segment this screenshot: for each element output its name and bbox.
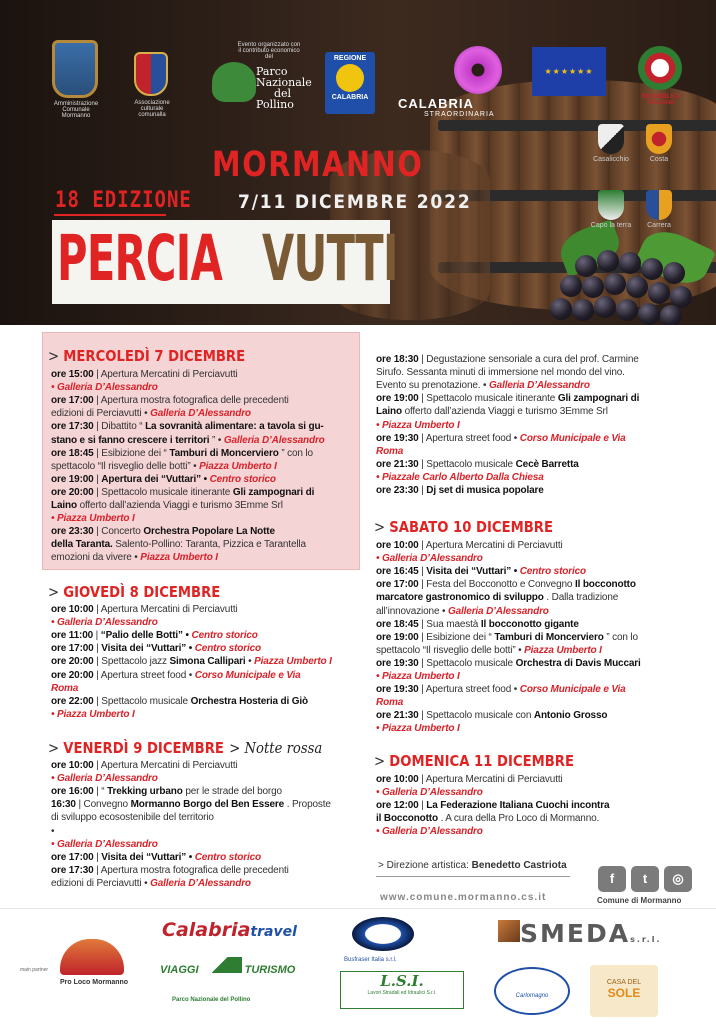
schedule-line: • Piazza Umberto I bbox=[376, 723, 460, 735]
schedule-line: ore 16:45 | Visita dei “Vuttari” • Centro storico bbox=[376, 566, 586, 578]
association-label: Associazione culturale comunalla bbox=[134, 100, 170, 118]
schedule-line: • Galleria D’Alessandro bbox=[376, 826, 483, 838]
schedule-line: Sirufo. Sessanta minuti di immersione nel mondo del vino. bbox=[376, 367, 625, 379]
schedule-line: • Piazzale Carlo Alberto Dalla Chiesa bbox=[376, 471, 544, 483]
costa-label: Costa bbox=[649, 156, 669, 163]
day-heading-thursday: > GIOVEDÌ 8 DICEMBRE bbox=[48, 583, 221, 601]
lsi-logo-icon: L.S.I. Lavori Stradali ed Idraulici S.r.l. bbox=[340, 971, 464, 1009]
sponsors-bar bbox=[0, 908, 716, 1024]
casa-sole-logo-icon: CASA DEL SOLE bbox=[590, 965, 658, 1017]
capo-la-terra-shield-icon bbox=[598, 190, 624, 220]
schedule-line: ore 10:00 | Apertura Mercatini di Perciavutti bbox=[376, 774, 563, 785]
carrera-label: Carrera bbox=[647, 222, 671, 229]
schedule-line: ore 18:45 | Sua maestà Il bocconotto gigante bbox=[376, 618, 579, 630]
schedule-line: Roma bbox=[376, 445, 404, 457]
schedule-line: 16:30 | Convegno Mormanno Borgo del Ben Essere . Proposte bbox=[51, 799, 331, 811]
schedule-line: ore 17:00 | Festa del Bocconotto e Convegno Il bocconotto bbox=[376, 579, 636, 591]
schedule-line: ore 10:00 | Apertura Mercatini di Perciavutti bbox=[51, 760, 238, 771]
smeda-logo: SMEDAs.r.l. bbox=[498, 919, 662, 948]
day-heading-wednesday: > MERCOLEDÌ 7 DICEMBRE bbox=[48, 347, 246, 365]
calabria-travel-logo: Calabriatravel bbox=[162, 919, 297, 941]
schedule-line: ore 12:00 | La Federazione Italiana Cuochi incontra bbox=[376, 800, 610, 812]
regione-shield-icon bbox=[336, 64, 364, 92]
schedule-line: ore 19:30 | Apertura street food • Corso Municipale e Via bbox=[376, 432, 626, 444]
schedule-line: ore 11:00 | “Palio delle Botti” • Centro storico bbox=[51, 630, 258, 642]
schedule-line: ore 16:00 | “ Trekking urbano per le strade del borgo bbox=[51, 786, 282, 798]
schedule-line: ore 19:00 | Esibizione dei “ Tamburi di Moncerviero ” con lo bbox=[376, 631, 638, 643]
busfraser-label: Busfraser Italia s.r.l. bbox=[344, 957, 397, 963]
divider bbox=[376, 876, 570, 877]
facebook-icon[interactable]: f bbox=[598, 866, 626, 892]
schedule-line: ore 20:00 | Spettacolo musicale itinerante Gli zampognari di bbox=[51, 486, 315, 498]
schedule-line: ore 17:00 | Apertura mostra fotografica delle precedenti bbox=[51, 395, 289, 407]
schedule-line: • Galleria D’Alessandro bbox=[51, 382, 158, 394]
casalicchio-label: Casalicchio bbox=[593, 156, 629, 163]
schedule-line: ore 23:30 | Concerto Orchestra Popolare La Notte bbox=[51, 526, 275, 538]
schedule-line: di sviluppo ecosostenibile del territorio bbox=[51, 812, 214, 824]
parco-logo-text: Parco Nazionale del Pollino bbox=[256, 65, 312, 111]
schedule-line: • Galleria D’Alessandro bbox=[376, 787, 483, 799]
schedule-line: ore 18:30 | Degustazione sensoriale a cura del prof. Carmine bbox=[376, 354, 639, 365]
barrel-hoop bbox=[438, 120, 716, 131]
schedule-line: • Galleria D’Alessandro bbox=[51, 773, 158, 785]
carlomagno-logo-icon: Carlomagno bbox=[494, 967, 570, 1015]
schedule-line: ore 17:00 | Visita dei “Vuttari” • Centro storico bbox=[51, 851, 261, 863]
costa-shield-icon bbox=[646, 124, 672, 154]
event-note: Evento organizzato con il contributo economico del bbox=[237, 42, 301, 60]
schedule-line: ore 20:00 | Apertura street food • Corso Municipale e Via bbox=[51, 669, 301, 681]
schedule-line: ore 18:45 | Esibizione dei “ Tamburi di Moncerviero ” con lo bbox=[51, 447, 313, 459]
schedule-line: • Piazza Umberto I bbox=[376, 419, 460, 431]
day-heading-saturday: > SABATO 10 DICEMBRE bbox=[374, 518, 553, 536]
schedule-line: Roma bbox=[51, 682, 79, 694]
schedule-line: ore 19:30 | Apertura street food • Corso Municipale e Via bbox=[376, 684, 626, 696]
schedule-line: ore 17:30 | Apertura mostra fotografica delle precedenti bbox=[51, 864, 289, 876]
schedule-line: • Galleria D’Alessandro bbox=[51, 617, 158, 629]
schedule-line: • Piazza Umberto I bbox=[51, 708, 135, 720]
day-heading-friday: > VENERDÌ 9 DICEMBRE > Notte rossa bbox=[48, 739, 323, 757]
busfraser-note-icon bbox=[352, 917, 414, 951]
notte-rossa-note: > Notte rossa bbox=[229, 739, 323, 757]
schedule-line: ore 19:00 | Apertura dei “Vuttari” • Centro storico bbox=[51, 473, 276, 485]
smeda-cube-icon bbox=[498, 920, 520, 942]
title-perciavutti-part2: VUTTI bbox=[262, 222, 398, 295]
schedule-line: della Taranta. Salento-Pollino: Taranta, Pizzica e Tarantella bbox=[51, 539, 306, 551]
edition-underline bbox=[54, 214, 166, 216]
schedule-line: • Galleria D’Alessandro bbox=[376, 553, 483, 565]
parco-tree-icon bbox=[212, 62, 256, 102]
schedule-line: • bbox=[51, 825, 55, 837]
schedule-line: all’innovazione • Galleria D’Alessandro bbox=[376, 605, 549, 617]
calabria-flower-icon bbox=[454, 46, 502, 94]
main-partner-label: main partner bbox=[20, 967, 49, 973]
viaggi-turismo-logo: VIAGGI TURISMO bbox=[160, 957, 295, 976]
schedule-line: ore 10:00 | Apertura Mercatini di Perciavutti bbox=[51, 604, 238, 615]
instagram-icon[interactable]: ◎ bbox=[664, 866, 692, 892]
schedule-line: spettacolo “Il risveglio delle botti” • Piazza Umberto I bbox=[376, 644, 602, 656]
schedule-line: ore 22:00 | Spettacolo musicale Orchestra Hosteria di Giò bbox=[51, 695, 308, 707]
schedule-line: emozioni da vivere • Piazza Umberto I bbox=[51, 552, 218, 564]
social-caption: Comune di Mormanno bbox=[597, 896, 682, 905]
schedule-line: spettacolo “Il risveglio delle botti” • Piazza Umberto I bbox=[51, 460, 277, 472]
schedule-line: • Piazza Umberto I bbox=[51, 513, 135, 525]
admin-label: Amministrazione Comunale Mormanno bbox=[53, 101, 99, 119]
schedule-line: ore 20:00 | Spettacolo jazz Simona Callipari • Piazza Umberto I bbox=[51, 656, 332, 668]
schedule-line: stano e si fanno crescere i territori ” • Galleria D’Alessandro bbox=[51, 434, 325, 446]
schedule-line: edizioni di Perciavutti • Galleria D’Alessandro bbox=[51, 408, 251, 420]
schedule-line: • Galleria D’Alessandro bbox=[51, 838, 158, 850]
casalicchio-shield-icon bbox=[598, 124, 624, 154]
twitter-icon[interactable]: t bbox=[631, 866, 659, 892]
schedule-line: • Piazza Umberto I bbox=[376, 671, 460, 682]
association-crest-icon bbox=[134, 52, 168, 96]
schedule-line: Laino offerto dall’azienda Viaggi e turismo 3Emme Srl bbox=[51, 500, 283, 511]
schedule-line: Laino offerto dall’azienda Viaggi e turismo 3Emme Srl bbox=[376, 406, 608, 418]
schedule-line: ore 17:30 | Dibattito “ La sovranità alimentare: a tavola si gu- bbox=[51, 421, 324, 433]
event-dates: 7/11 DICEMBRE 2022 bbox=[238, 191, 472, 213]
schedule-line: il Bocconotto . A cura della Pro Loco di Mormanno. bbox=[376, 813, 600, 825]
title-perciavutti-part1: PERCIA bbox=[57, 222, 223, 295]
mormanno-crest-icon bbox=[52, 40, 98, 98]
schedule-line: ore 23:30 | Dj set di musica popolare bbox=[376, 485, 544, 496]
schedule-line: edizioni di Perciavutti • Galleria D’Alessandro bbox=[51, 877, 251, 889]
proloco-label: Pro Loco Mormanno bbox=[60, 979, 129, 986]
hero-banner bbox=[0, 0, 716, 325]
schedule-line: marcatore gastronomico di sviluppo . Dalla tradizione bbox=[376, 592, 619, 604]
schedule-line: ore 10:00 | Apertura Mercatini di Perciavutti bbox=[376, 540, 563, 551]
schedule-line: ore 17:00 | Visita dei “Vuttari” • Centro storico bbox=[51, 643, 261, 655]
repubblica-label: REPUBBLICA ITALIANA bbox=[641, 94, 681, 106]
calabria-straordinaria-text: CALABRIA STRAORDINARIA bbox=[398, 96, 495, 118]
schedule-line: ore 19:30 | Spettacolo musicale Orchestra di Davis Muccari bbox=[376, 657, 641, 669]
schedule-line: Evento su prenotazione. • Galleria D’Alessandro bbox=[376, 380, 590, 392]
schedule-line: ore 21:30 | Spettacolo musicale con Antonio Grosso bbox=[376, 710, 608, 722]
schedule-line: ore 21:30 | Spettacolo musicale Cecè Barretta bbox=[376, 458, 579, 470]
day-heading-sunday: > DOMENICA 11 DICEMBRE bbox=[374, 752, 574, 770]
schedule-line: Roma bbox=[376, 697, 404, 709]
regione-calabria-logo: REGIONE CALABRIA bbox=[325, 52, 375, 114]
schedule-line: ore 19:00 | Spettacolo musicale itinerante Gli zampognari di bbox=[376, 393, 640, 405]
town-name: MORMANNO bbox=[212, 145, 424, 185]
website-link[interactable]: www.comune.mormanno.cs.it bbox=[380, 892, 547, 903]
carrera-shield-icon bbox=[646, 190, 672, 220]
repubblica-emblem-icon bbox=[638, 46, 682, 90]
eu-flag-icon: ★★★★★★ bbox=[532, 47, 606, 96]
3emme-mountain-icon bbox=[202, 957, 242, 973]
parco-label: Parco Nazionale del Pollino bbox=[172, 997, 251, 1003]
schedule-line: ore 15:00 | Apertura Mercatini di Perciavutti bbox=[51, 369, 238, 380]
capo-la-terra-label: Capo la terra bbox=[590, 222, 632, 229]
artistic-direction: > Direzione artistica: Benedetto Castriota bbox=[378, 860, 567, 871]
edition-label: 18 EDIZIONE bbox=[55, 187, 192, 213]
proloco-logo-icon bbox=[60, 939, 124, 975]
